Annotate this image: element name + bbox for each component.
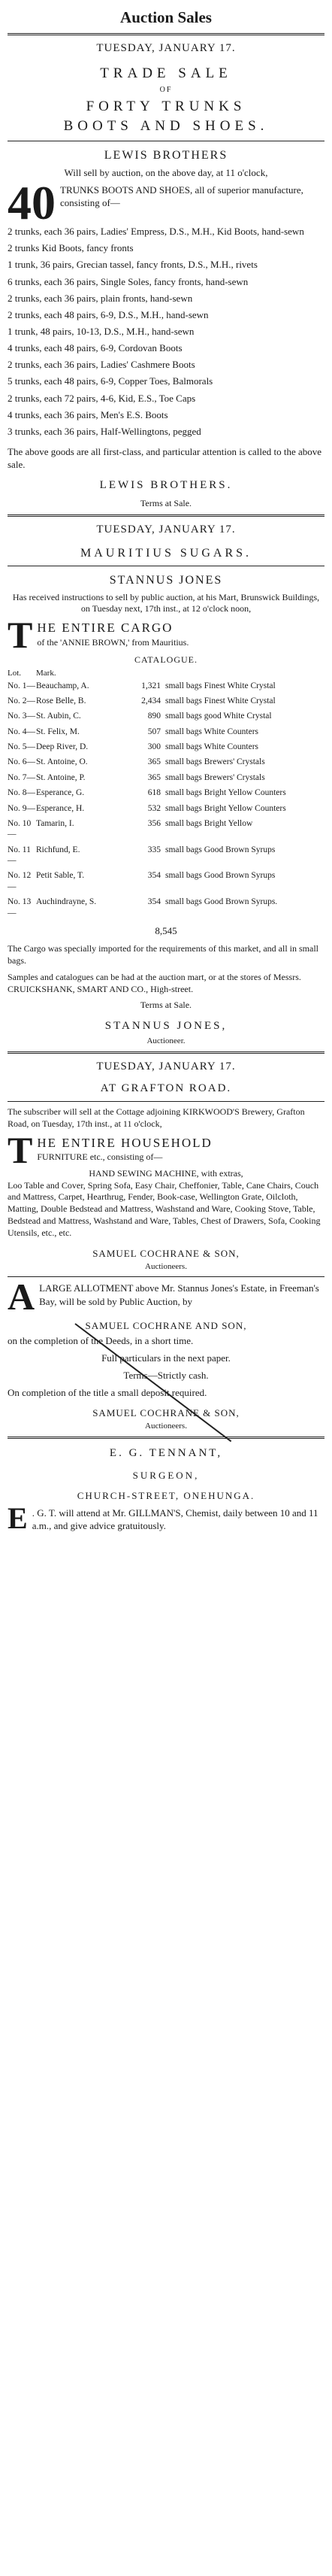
table-cell: small bags Finest White Crystal	[165, 681, 276, 690]
list-item: 1 trunk, 48 pairs, 10-13, D.S., M.H., hand-sewn	[8, 326, 195, 338]
table-cell: No. 7—	[8, 772, 36, 782]
advert-body: Full particulars in the next paper.	[101, 1352, 231, 1364]
advert-body: Loo Table and Cover, Spring Sofa, Easy Chair, Cheffonier, Table, Cane Chairs, Couch and Mattress, Carpet, Hearthrug, Fender, Book-case, Wellington Grate, Oilcloth, Matting, Double Bedstead and Mattress, Washstand and Ware, Cooking Stove, Table, Bedstead and Mattress, Washstand and Ware, Tables, Chest of Drawers, Sofa, Cooking Utensils, etc., etc.	[8, 1179, 321, 1238]
table-row	[8, 696, 324, 706]
catalogue-columns	[8, 668, 324, 679]
table-row	[8, 897, 324, 918]
list-item: 5 trunks, each 48 pairs, 6-9, Copper Toes, Balmorals	[8, 375, 213, 387]
advert-signature: SAMUEL COCHRANE & SON,	[92, 1407, 240, 1419]
table-cell: 335	[147, 845, 161, 854]
advert-note: Samples and catalogues can be had at the auction mart, or at the stores of Messrs. CRUICKSHANK, SMART AND CO., High-street.	[8, 971, 301, 994]
table-row	[8, 870, 324, 892]
table-cell: 1,321	[141, 681, 161, 690]
column-header: Mark.	[36, 669, 56, 678]
lead-paragraph	[8, 1128, 324, 1171]
lead-text: HE ENTIRE CARGO	[37, 620, 174, 636]
drop-cap: 40	[8, 175, 56, 229]
list-item: 2 trunks, each 36 pairs, Ladies' Empress, D.S., M.H., Kid Boots, hand-sewn	[8, 226, 304, 238]
divider	[8, 1101, 324, 1102]
table-cell: small bags Good Brown Syrups	[165, 845, 276, 854]
list-item: 6 trunks, each 36 pairs, Single Soles, fancy fronts, hand-sewn	[8, 275, 249, 287]
sale-date: TUESDAY, JANUARY 17.	[96, 1060, 236, 1073]
table-cell: No. 8—	[8, 788, 36, 798]
table-cell: small bags Good Brown Syrups.	[165, 897, 278, 907]
advert-headline: BOOTS AND SHOES.	[63, 117, 269, 134]
advert-body: HAND SEWING MACHINE, with extras,	[89, 1167, 243, 1179]
advert-intro: Will sell by auction, on the above day, at 11 o'clock,	[64, 166, 268, 178]
table-cell: Rose Belle, B.	[36, 696, 86, 705]
table-cell: St. Antoine, O.	[36, 757, 88, 767]
table-cell: small bags Brewers' Crystals	[165, 772, 265, 782]
table-cell: St. Antoine, P.	[36, 772, 86, 782]
sale-date: TUESDAY, JANUARY 17.	[96, 523, 236, 536]
lead-paragraph	[8, 1276, 324, 1318]
surgeon-address: CHURCH-STREET, ONEHUNGA.	[77, 1489, 255, 1501]
table-cell: 356	[147, 818, 161, 828]
advert-body: Terms—Strictly cash.	[123, 1369, 209, 1381]
lead-text: . G. T. will attend at Mr. GILLMAN'S, Chemist, daily between 10 and 11 a.m., and give advice gratuitously.	[32, 1506, 318, 1532]
divider	[8, 1437, 324, 1439]
table-row	[8, 787, 324, 798]
table-cell: 354	[147, 871, 161, 881]
table-row	[8, 711, 324, 721]
table-cell: 365	[147, 757, 161, 767]
table-cell: No. 13—	[8, 897, 32, 918]
advert-signature: STANNUS JONES,	[104, 1020, 228, 1033]
table-cell: 507	[147, 727, 161, 736]
table-cell: small bags Bright Yellow Counters	[165, 803, 286, 813]
divider	[8, 1051, 324, 1054]
table-cell: No. 9—	[8, 803, 36, 813]
lead-text: HE ENTIRE HOUSEHOLD	[37, 1135, 213, 1150]
terms-text: Terms at Sale.	[140, 498, 192, 509]
table-cell: St. Aubin, C.	[36, 712, 81, 721]
list-item: 2 trunks, each 48 pairs, 6-9, D.S., M.H., hand-sewn	[8, 308, 209, 320]
sale-date: TUESDAY, JANUARY 17.	[96, 41, 236, 54]
lead-text: of the 'ANNIE BROWN,' from Mauritius.	[37, 636, 189, 648]
column-header: Lot.	[8, 669, 22, 678]
table-cell: Auchindrayne, S.	[36, 897, 97, 907]
table-row	[8, 757, 324, 767]
catalogue-table	[8, 681, 324, 918]
table-cell: Tamarin, I.	[36, 818, 74, 828]
table-cell: 354	[147, 897, 161, 907]
boots-advert	[8, 41, 324, 510]
list-item: 2 trunks, each 36 pairs, plain fronts, hand-sewn	[8, 292, 193, 304]
table-row	[8, 845, 324, 866]
table-cell: small bags Bright Yellow Counters	[165, 788, 286, 798]
signature-title: Auctioneers.	[145, 1261, 187, 1271]
table-row	[8, 727, 324, 737]
divider	[8, 514, 324, 517]
list-item: 2 trunks, each 36 pairs, Ladies' Cashmere Boots	[8, 359, 195, 371]
advert-headline: AT GRAFTON ROAD.	[100, 1082, 232, 1095]
table-cell: No. 2—	[8, 696, 36, 705]
table-cell: Beauchamp, A.	[36, 681, 89, 690]
table-cell: small bags Finest White Crystal	[165, 696, 276, 705]
divider	[8, 33, 324, 35]
advert-note: The Cargo was specially imported for the requirements of this market, and all in small bags.	[8, 943, 318, 966]
lead-text: LARGE ALLOTMENT above Mr. Stannus Jones's Estate, in Freeman's Bay, will be sold by Public Auction, by	[39, 1282, 319, 1307]
advert-intro: Has received instructions to sell by public auction, at his Mart, Brunswick Buildings, on Tuesday next, 17th inst., at 12 o'clock noon,	[12, 591, 320, 614]
table-cell: No. 6—	[8, 757, 36, 767]
table-row	[8, 818, 324, 840]
lead-paragraph	[8, 175, 324, 229]
auctioneer-name: STANNUS JONES	[109, 574, 223, 587]
catalogue-total: 8,545	[155, 924, 177, 936]
advert-intro: The subscriber will sell at the Cottage adjoining KIRKWOOD'S Brewery, Grafton Road, on Tuesday, 17th inst., at 11 o'clock,	[8, 1106, 305, 1129]
table-cell: No. 3—	[8, 712, 36, 721]
drop-cap: T	[8, 1128, 33, 1171]
table-cell: No. 10—	[8, 818, 32, 839]
table-row	[8, 772, 324, 783]
table-cell: Deep River, D.	[36, 742, 89, 752]
catalogue-heading: CATALOGUE.	[134, 654, 198, 666]
lead-paragraph	[8, 1500, 324, 1535]
advert-headline: FORTY TRUNKS	[86, 99, 246, 115]
advert-headline: MAURITIUS SUGARS.	[80, 546, 252, 560]
newspaper-page	[8, 8, 324, 2561]
table-cell: 300	[147, 742, 161, 752]
table-cell: Esperance, G.	[36, 788, 85, 798]
lead-paragraph	[8, 614, 324, 657]
table-cell: small bags Good Brown Syrups	[165, 871, 276, 881]
table-cell: No. 5—	[8, 742, 36, 752]
table-cell: Richfund, E.	[36, 845, 80, 854]
divider	[8, 1276, 324, 1277]
table-row	[8, 681, 324, 691]
signature-title: Auctioneers.	[145, 1422, 187, 1431]
table-cell: small bags Brewers' Crystals	[165, 757, 265, 767]
drop-cap: T	[8, 614, 33, 657]
list-item: 3 trunks, each 36 pairs, Half-Wellingtons, pegged	[8, 425, 201, 437]
lead-text: TRUNKS BOOTS AND SHOES, all of superior manufacture, consisting of—	[60, 184, 303, 209]
table-cell: No. 1—	[8, 681, 36, 690]
advert-headline: TRADE SALE	[100, 65, 232, 81]
surgeon-role: SURGEON,	[132, 1469, 200, 1481]
table-cell: No. 12—	[8, 871, 32, 891]
table-cell: 365	[147, 772, 161, 782]
terms-text: Terms at Sale.	[140, 1000, 192, 1011]
lead-text: FURNITURE etc., consisting of—	[37, 1151, 163, 1163]
advert-note: The above goods are all first-class, and particular attention is called to the above sale.	[8, 446, 322, 471]
table-row	[8, 803, 324, 814]
surgeon-card	[8, 1446, 324, 1535]
advert-signature: SAMUEL COCHRANE & SON,	[92, 1247, 240, 1259]
surgeon-name: E. G. TENNANT,	[109, 1446, 223, 1459]
auctioneer-name: SAMUEL COCHRANE AND SON,	[85, 1320, 247, 1332]
advert-headline: OF	[159, 86, 173, 95]
signature-title: Auctioneer.	[146, 1036, 186, 1046]
drop-cap: E	[8, 1500, 28, 1535]
list-item: 2 trunks, each 72 pairs, 4-6, Kid, E.S., Toe Caps	[8, 392, 196, 404]
allotment-advert	[8, 1276, 324, 1431]
table-cell: No. 4—	[8, 727, 36, 736]
table-cell: 890	[147, 712, 161, 721]
goods-list	[8, 225, 324, 438]
table-cell: 618	[147, 788, 161, 798]
table-row	[8, 742, 324, 752]
list-item: 4 trunks, each 36 pairs, Men's E.S. Boots	[8, 408, 168, 420]
table-cell: small bags Bright Yellow	[165, 818, 253, 828]
advert-body: on the completion of the Deeds, in a short time.	[8, 1334, 194, 1346]
table-cell: small bags good White Crystal	[165, 712, 272, 721]
list-item: 2 trunks Kid Boots, fancy fronts	[8, 242, 134, 254]
table-cell: small bags White Counters	[165, 742, 259, 752]
grafton-advert	[8, 1060, 324, 1273]
table-cell: Esperance, H.	[36, 803, 85, 813]
drop-cap: A	[8, 1276, 35, 1318]
table-cell: 2,434	[141, 696, 161, 705]
table-cell: Petit Sable, T.	[36, 871, 85, 881]
list-item: 1 trunk, 36 pairs, Grecian tassel, fancy fronts, D.S., M.H., rivets	[8, 259, 258, 271]
list-item: 4 trunks, each 48 pairs, 6-9, Cordovan Boots	[8, 342, 183, 354]
auctioneer-name: LEWIS BROTHERS	[104, 148, 228, 162]
sugars-advert	[8, 523, 324, 1046]
table-cell: 532	[147, 803, 161, 813]
advert-body: On completion of the title a small deposit required.	[8, 1387, 207, 1399]
section-title: Auction Sales	[120, 8, 212, 26]
table-cell: small bags White Counters	[165, 727, 259, 736]
advert-signature: LEWIS BROTHERS.	[99, 479, 233, 492]
table-cell: St. Felix, M.	[36, 727, 80, 736]
table-cell: No. 11—	[8, 845, 31, 866]
